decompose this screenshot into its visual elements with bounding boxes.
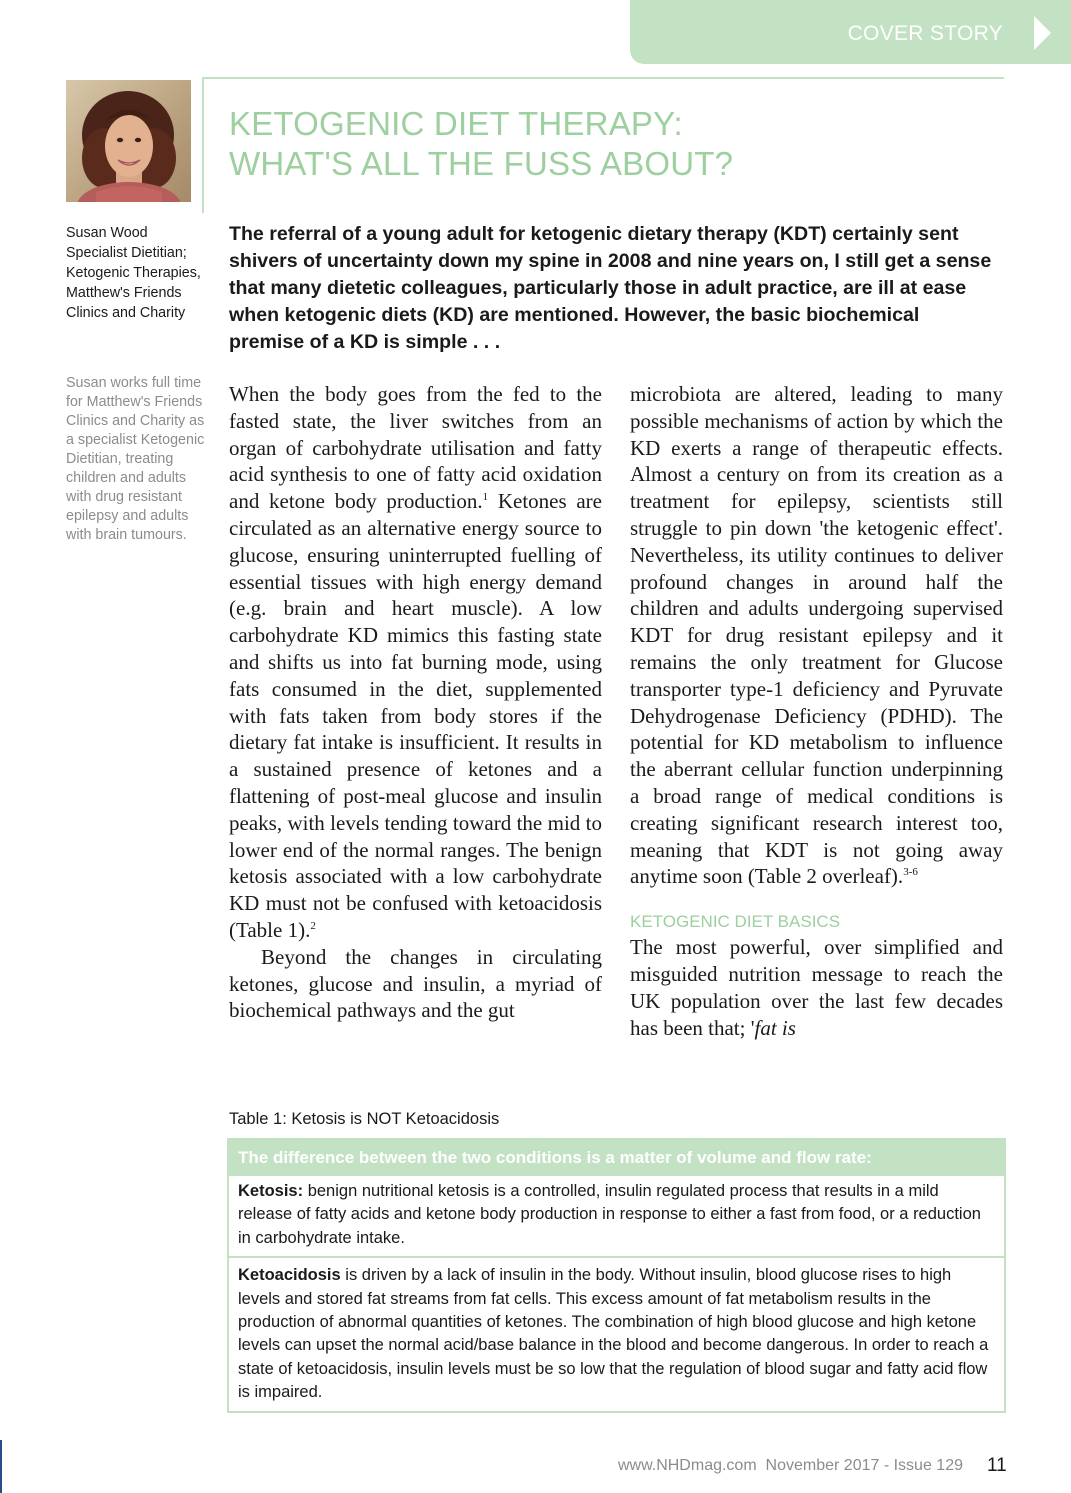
section-label: COVER STORY: [847, 22, 1003, 45]
triangle-right-icon: [1034, 16, 1051, 50]
article-title-line-2: WHAT'S ALL THE FUSS ABOUT?: [229, 145, 734, 182]
body-text-italic: fat is: [754, 1015, 796, 1040]
table-text: is driven by a lack of insulin in the body. Without insulin, blood glucose rises to high levels and stored fat streams from fat cells. This excess amount of fat metabolism results in the production of abnormal quantities of ketones. The combination of high blood glucose and high ketone levels can upset the normal acid/base balance in the blood and become dangerous. In order to reach a state of ketoacidosis, insulin levels must be so low that the regulation of blood sugar and fatty acid flow is impaired.: [238, 1266, 989, 1402]
section-tab: [630, 0, 1071, 64]
article-title: [229, 104, 989, 184]
info-table: [227, 1138, 1006, 1413]
section-heading: KETOGENIC DIET BASICS: [630, 912, 841, 932]
body-text: When the body goes from the fed to the fasted state, the liver switches from an organ of carbohydrate utilisation and fatty acid synthesis to one of fatty acid oxidation and ketone body production.: [229, 382, 602, 514]
article-standfirst: The referral of a young adult for ketogenic dietary therapy (KDT) certainly sent shivers of uncertainty down my spine in 2008 and nine years on, I still get a sense that many dietetic colleagues, particularly those in adult practice, are ill at ease when ketogenic diets (KD) are mentioned. However, the basic biochemical premise of a KD is simple . . .: [229, 223, 992, 353]
author-role: Specialist Dietitian; Ketogenic Therapies, Matthew's Friends Clinics and Charity: [66, 245, 201, 321]
table-term: Ketoacidosis: [238, 1266, 341, 1285]
footer-info: www.NHDmag.com November 2017 - Issue 129: [617, 1457, 963, 1474]
table-row: [229, 1256, 1004, 1410]
body-column-right: [630, 381, 1003, 1041]
table-caption: Table 1: Ketosis is NOT Ketoacidosis: [229, 1110, 500, 1128]
body-paragraph: [630, 934, 1003, 1041]
body-paragraph: Beyond the changes in circulating ketones, glucose and insulin, a myriad of biochemical pathways and the gut: [229, 944, 602, 1023]
author-name: Susan Wood: [66, 225, 148, 241]
table-term: Ketosis:: [238, 1182, 304, 1200]
author-credit: [66, 223, 201, 323]
header-rule-vertical: [202, 77, 204, 213]
body-paragraph: [229, 381, 602, 944]
author-bio: Susan works full time for Matthew's Friends Clinics and Charity as a specialist Ketogenic Dietitian, treating children and adults with drug resistant epilepsy and adults with brain tumours.: [66, 375, 205, 543]
body-text: Ketones are circulated as an alternative energy source to glucose, ensuring uninterrupted fuelling of essential tissues with high energy demand (e.g. brain and heart muscle). A low carbohydrate KD mimics this fasting state and shifts us into fat burning mode, using fats consumed in the diet, supplemented with fats taken from body stores if the dietary fat intake is insufficient. It results in a sustained presence of ketones and a flattening of post-meal glucose and insulin peaks, with levels tending toward the mid to lower end of the normal ranges. The benign ketosis associated with a low carbohydrate KD must not be confused with ketoacidosis (Table 1).: [229, 489, 602, 942]
header-rule-horizontal: [202, 77, 1004, 79]
footer-edge-line: [0, 1440, 2, 1493]
portrait-image: [66, 80, 191, 202]
article-title-line-1: KETOGENIC DIET THERAPY:: [229, 105, 683, 142]
body-text: The most powerful, over simplified and misguided nutrition message to reach the UK population over the last few decades has been that; ': [630, 935, 1003, 1040]
reference-marker: 2: [310, 919, 316, 932]
table-text: benign nutritional ketosis is a controlled, insulin regulated process that results in a mild release of fatty acids and ketone body production in response to either a fast from food, or a reduction in carbohydrate intake.: [238, 1182, 981, 1247]
author-photo: [66, 80, 191, 202]
body-column-left: [229, 381, 602, 1024]
body-paragraph: [630, 381, 1003, 890]
table-header: The difference between the two conditions is a matter of volume and flow rate:: [229, 1140, 1004, 1176]
reference-marker: 1: [482, 491, 489, 504]
table-row: [229, 1176, 1004, 1256]
page-number: 11: [987, 1455, 1007, 1476]
reference-marker: 3-6: [903, 866, 918, 879]
body-text: microbiota are altered, leading to many possible mechanisms of action by which the KD exerts a range of therapeutic effects. Almost a century on from its creation as a treatment for epilepsy, scientists still struggle to pin down 'the ketogenic effect'. Nevertheless, its utility continues to deliver profound changes in around half the children and adults undergoing supervised KDT for drug resistant epilepsy and it remains the only treatment for Glucose transporter type-1 deficiency and Pyruvate Dehydrogenase Deficiency (PDHD). The potential for KD metabolism to influence the aberrant cellular function underpinning a broad range of medical conditions is creating significant research interest too, meaning that KDT is not going away anytime soon (Table 2 overleaf).: [630, 382, 1003, 889]
